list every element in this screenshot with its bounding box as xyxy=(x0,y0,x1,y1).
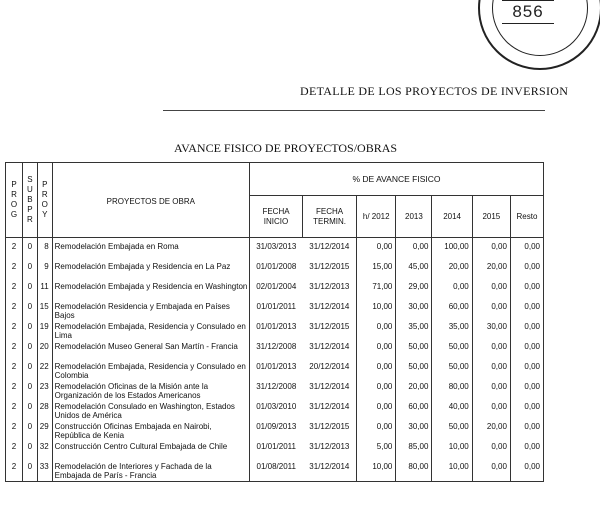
cell-h2012: 0,00 xyxy=(357,322,396,342)
cell-resto: 0,00 xyxy=(510,262,543,282)
column-header-2015: 2015 xyxy=(472,196,510,238)
column-header-fecha-termin: FECHA TERMIN. xyxy=(303,196,357,238)
cell-prog: 2 xyxy=(6,402,23,422)
cell-2015: 0,00 xyxy=(472,442,510,462)
cell-h2012: 0,00 xyxy=(357,402,396,422)
cell-fecha-termin: 31/12/2015 xyxy=(303,322,357,342)
cell-prog: 2 xyxy=(6,422,23,442)
column-header-avance-fisico: % DE AVANCE FISICO xyxy=(249,163,543,196)
cell-proy: 8 xyxy=(37,238,52,262)
cell-h2012: 0,00 xyxy=(357,382,396,402)
cell-2014: 10,00 xyxy=(432,442,472,462)
header-letter: B xyxy=(27,195,33,204)
cell-subpr: 0 xyxy=(22,342,37,362)
header-letter: O xyxy=(41,200,48,209)
cell-fecha-inicio: 01/03/2010 xyxy=(256,401,297,411)
cell-prog: 2 xyxy=(6,442,23,462)
cell-subpr: 0 xyxy=(22,282,37,302)
cell-h2012: 10,00 xyxy=(357,462,396,482)
cell-proy: 22 xyxy=(37,362,52,382)
table-row xyxy=(6,322,544,342)
cell-h2012: 5,00 xyxy=(357,442,396,462)
cell-project-name: Remodelación Embajada en Roma xyxy=(52,238,249,262)
column-header-2013: 2013 xyxy=(396,196,432,238)
cell-fecha-termin: 31/12/2014 xyxy=(303,462,357,482)
column-header-subpr xyxy=(22,163,37,238)
cell-prog: 2 xyxy=(6,322,23,342)
column-header-resto: Resto xyxy=(510,196,543,238)
cell-project-name: Remodelación Residencia y Embajada en Países Bajos xyxy=(52,302,249,322)
cell-proy: 11 xyxy=(37,282,52,302)
cell-2015: 0,00 xyxy=(472,342,510,362)
table-row xyxy=(6,382,544,402)
cell-proy: 23 xyxy=(37,382,52,402)
cell-fecha-termin: 31/12/2014 xyxy=(303,382,357,402)
cell-proy: 9 xyxy=(37,262,52,282)
cell-prog: 2 xyxy=(6,282,23,302)
cell-2014: 40,00 xyxy=(432,402,472,422)
cell-resto: 0,00 xyxy=(510,442,543,462)
cell-2014: 0,00 xyxy=(432,282,472,302)
cell-fecha-termin: 31/12/2014 xyxy=(303,342,357,362)
cell-fecha-inicio: 31/12/2008 xyxy=(256,341,297,351)
cell-proy: 15 xyxy=(37,302,52,322)
header-letter: R xyxy=(41,190,48,199)
header-letter: G xyxy=(10,210,18,219)
cell-project-name: Remodelación Embajada, Residencia y Consulado en Colombia xyxy=(52,362,249,382)
cell-subpr: 0 xyxy=(22,238,37,262)
cell-fecha-inicio: 01/01/2011 xyxy=(256,301,296,311)
cell-2013: 20,00 xyxy=(396,382,432,402)
cell-2015: 0,00 xyxy=(472,238,510,262)
cell-project-name: Remodelación Embajada y Residencia en Washington xyxy=(52,282,249,302)
cell-fecha-inicio: 31/03/2013 xyxy=(256,242,297,251)
cell-subpr: 0 xyxy=(22,262,37,282)
cell-fecha-inicio: 01/01/2013 xyxy=(256,321,297,331)
cell-fecha-termin: 20/12/2014 xyxy=(303,362,357,382)
cell-prog: 2 xyxy=(6,382,23,402)
cell-2014: 35,00 xyxy=(432,322,472,342)
table-row xyxy=(6,362,544,382)
table-row xyxy=(6,238,544,262)
cell-fecha-inicio: 01/08/2011 xyxy=(249,462,302,482)
cell-2013: 80,00 xyxy=(396,462,432,482)
header-letter: R xyxy=(27,215,33,224)
header-letter: Y xyxy=(42,210,48,219)
cell-fecha-inicio: 02/01/2004 xyxy=(256,281,297,291)
cell-resto: 0,00 xyxy=(510,238,543,262)
official-seal-stamp xyxy=(478,0,600,70)
header-letter: P xyxy=(27,205,33,214)
cell-h2012: 10,00 xyxy=(357,302,396,322)
cell-2014: 50,00 xyxy=(432,362,472,382)
cell-proy: 19 xyxy=(37,322,52,342)
cell-fecha-termin: 31/12/2014 xyxy=(303,302,357,322)
cell-prog: 2 xyxy=(6,342,23,362)
cell-2014: 20,00 xyxy=(432,262,472,282)
cell-resto: 0,00 xyxy=(510,342,543,362)
cell-2013: 0,00 xyxy=(396,238,432,262)
cell-subpr: 0 xyxy=(22,422,37,442)
cell-h2012: 15,00 xyxy=(357,262,396,282)
cell-project-name: Remodelación de Interiores y Fachada de la Embajada de París - Francia xyxy=(52,462,249,482)
cell-2015: 0,00 xyxy=(472,362,510,382)
cell-2014: 60,00 xyxy=(432,302,472,322)
cell-fecha-termin: 31/12/2013 xyxy=(303,442,357,462)
cell-project-name: Remodelación Museo General San Martín - Francia xyxy=(52,342,249,362)
cell-2014: 10,00 xyxy=(432,462,472,482)
cell-fecha-termin: 31/12/2014 xyxy=(303,238,357,262)
cell-project-name: Construcción Oficinas Embajada en Nairobi, República de Kenia xyxy=(52,422,249,442)
cell-prog: 2 xyxy=(6,362,23,382)
cell-project-name: Remodelación Embajada y Residencia en La Paz xyxy=(52,262,249,282)
title-divider xyxy=(163,110,545,111)
cell-2014: 50,00 xyxy=(432,422,472,442)
cell-h2012: 0,00 xyxy=(357,362,396,382)
cell-2014: 50,00 xyxy=(432,342,472,362)
cell-resto: 0,00 xyxy=(510,402,543,422)
cell-fecha-termin: 31/12/2015 xyxy=(303,422,357,442)
column-header-fecha-inicio: FECHA INICIO xyxy=(249,196,302,238)
cell-resto: 0,00 xyxy=(510,362,543,382)
column-header-h2012: h/ 2012 xyxy=(357,196,396,238)
table-row xyxy=(6,282,544,302)
cell-prog: 2 xyxy=(6,238,23,262)
column-header-2014: 2014 xyxy=(432,196,472,238)
seal-rule xyxy=(502,0,554,1)
table-body xyxy=(6,238,544,482)
table-row xyxy=(6,342,544,362)
seal-folio-number: 856 xyxy=(512,2,544,21)
cell-subpr: 0 xyxy=(22,402,37,422)
cell-fecha-termin: 31/12/2013 xyxy=(303,282,357,302)
document-title: DETALLE DE LOS PROYECTOS DE INVERSION xyxy=(300,84,569,98)
header-letter: U xyxy=(27,185,33,194)
cell-h2012: 0,00 xyxy=(357,238,396,262)
cell-h2012: 0,00 xyxy=(357,422,396,442)
cell-resto: 0,00 xyxy=(510,422,543,442)
cell-prog: 2 xyxy=(6,462,23,482)
cell-2013: 45,00 xyxy=(396,262,432,282)
cell-fecha-inicio: 01/01/2011 xyxy=(256,441,296,451)
cell-fecha-inicio: 31/12/2008 xyxy=(256,381,297,391)
cell-2013: 30,00 xyxy=(396,422,432,442)
cell-proy: 28 xyxy=(37,402,52,422)
cell-prog: 2 xyxy=(6,262,23,282)
cell-subpr: 0 xyxy=(22,382,37,402)
cell-fecha-termin: 31/12/2015 xyxy=(303,262,357,282)
cell-subpr: 0 xyxy=(22,302,37,322)
cell-2014: 80,00 xyxy=(432,382,472,402)
cell-proy: 33 xyxy=(37,462,52,482)
cell-2015: 30,00 xyxy=(472,322,510,342)
cell-resto: 0,00 xyxy=(510,282,543,302)
header-letter: S xyxy=(27,175,33,184)
cell-project-name: Remodelación Oficinas de la Misión ante la Organización de los Estados Americanos xyxy=(52,382,249,402)
table-row xyxy=(6,422,544,442)
cell-subpr: 0 xyxy=(22,322,37,342)
cell-h2012: 71,00 xyxy=(357,282,396,302)
cell-2015: 0,00 xyxy=(472,402,510,422)
table-row xyxy=(6,442,544,462)
cell-proy: 20 xyxy=(37,342,52,362)
cell-2013: 50,00 xyxy=(396,362,432,382)
cell-project-name: Construcción Centro Cultural Embajada de Chile xyxy=(52,442,249,462)
seal-rule xyxy=(502,23,554,24)
column-header-project: PROYECTOS DE OBRA xyxy=(52,163,249,238)
cell-2013: 30,00 xyxy=(396,302,432,322)
cell-2015: 0,00 xyxy=(472,282,510,302)
header-letter: P xyxy=(42,180,48,189)
table-row xyxy=(6,302,544,322)
header-letter: R xyxy=(11,190,17,199)
cell-proy: 29 xyxy=(37,422,52,442)
cell-resto: 0,00 xyxy=(510,302,543,322)
cell-2015: 20,00 xyxy=(472,422,510,442)
cell-subpr: 0 xyxy=(22,362,37,382)
cell-2015: 20,00 xyxy=(472,262,510,282)
cell-subpr: 0 xyxy=(22,462,37,482)
header-letter: P xyxy=(11,180,17,189)
cell-resto: 0,00 xyxy=(510,322,543,342)
cell-subpr: 0 xyxy=(22,442,37,462)
cell-fecha-inicio: 01/01/2008 xyxy=(256,261,297,271)
cell-project-name: Remodelación Embajada, Residencia y Consulado en Lima xyxy=(52,322,249,342)
header-letter: O xyxy=(10,200,18,209)
cell-fecha-inicio: 01/01/2013 xyxy=(256,361,297,371)
cell-proy: 32 xyxy=(37,442,52,462)
cell-h2012: 0,00 xyxy=(357,342,396,362)
table-row xyxy=(6,262,544,282)
cell-2013: 85,00 xyxy=(396,442,432,462)
cell-2013: 29,00 xyxy=(396,282,432,302)
cell-2013: 35,00 xyxy=(396,322,432,342)
cell-resto: 0,00 xyxy=(510,382,543,402)
cell-project-name: Remodelación Consulado en Washington, Estados Unidos de América xyxy=(52,402,249,422)
column-header-proy xyxy=(37,163,52,238)
cell-2015: 0,00 xyxy=(472,302,510,322)
cell-prog: 2 xyxy=(6,302,23,322)
cell-2014: 100,00 xyxy=(432,238,472,262)
cell-2015: 0,00 xyxy=(472,382,510,402)
table-row xyxy=(6,462,544,482)
cell-2013: 60,00 xyxy=(396,402,432,422)
investment-projects-table xyxy=(5,162,544,482)
cell-fecha-termin: 31/12/2014 xyxy=(303,402,357,422)
section-title: AVANCE FISICO DE PROYECTOS/OBRAS xyxy=(174,141,398,155)
table-row xyxy=(6,402,544,422)
cell-fecha-inicio: 01/09/2013 xyxy=(256,421,297,431)
cell-resto: 0,00 xyxy=(510,462,543,482)
column-header-prog xyxy=(6,163,23,238)
cell-2015: 0,00 xyxy=(472,462,510,482)
cell-2013: 50,00 xyxy=(396,342,432,362)
